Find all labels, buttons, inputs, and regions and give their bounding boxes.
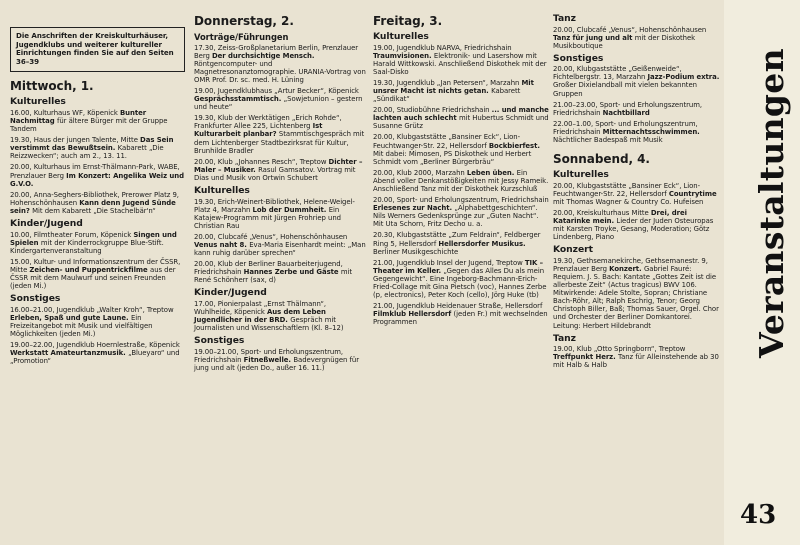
event-venue: 19.30, Gethsemanekirche, Gethsemanestr. 9, Prenzlauer Berg (553, 256, 708, 273)
event-title: Filmklub Hellersdorf (373, 310, 454, 319)
event-title: Bockbierfest. (488, 141, 540, 150)
event-entry (373, 133, 551, 165)
event-entry (373, 231, 551, 255)
event-venue: 19.00, Jugendklubhaus „Artur Becker“, Köpenick (194, 86, 359, 95)
event-description: „Blueyaro“ und „Promotion“ (10, 349, 180, 366)
event-entry (10, 231, 185, 255)
event-title: Werkstatt Amateurtanzmusik. (10, 349, 129, 358)
section-heading: Tanz (553, 13, 576, 24)
event-entry (194, 158, 366, 182)
event-description: Mit dem Kabarett „Die Stachelbär'n“ (32, 206, 156, 215)
section-heading: Kulturelles (373, 31, 429, 42)
event-title: Hellersdorfer Musikus. (438, 239, 526, 248)
event-entry (553, 345, 720, 369)
event-entry (194, 114, 366, 154)
event-description: Eva-Maria Eisenhardt meint: „Man kann ruhig darüber sprechen“ (194, 240, 366, 258)
event-entry (553, 26, 720, 50)
section-heading: Vorträge/Führungen (194, 32, 289, 42)
event-title: Zeichen- und Puppentrickfilme (29, 265, 151, 274)
event-title: Countrytime (668, 189, 717, 198)
event-title: Jazz-Podium extra. (647, 73, 720, 82)
event-description: Stammtischgespräch mit dem Lichtenberger Stadtbezirksrat für Kultur, Brunhilde Bradler (194, 130, 365, 155)
event-title: Konzert. (609, 264, 644, 273)
column-2 (194, 14, 366, 375)
event-venue: 21.00, Jugendklub Heidenauer Straße, Hellersdorf (373, 302, 543, 311)
event-description: „Gegen das Alles Du als mein Gegengewicht“. Eine Ingeborg-Bachmann-Erich-Fried-Collage mit Gina Pietsch (voc), Hannes Zerbe (p, electronics), Peter Koch (cello), Jörg Huke (tb) (373, 266, 547, 300)
event-entry (553, 65, 720, 97)
column-3 (373, 14, 551, 330)
event-entry (373, 44, 551, 76)
event-description: aus der ČSSR mit dem Maulwurf und seinen Freunden (jeden Mi.) (10, 265, 176, 291)
event-venue: 20.00, Klubgaststätte „Bansiner Eck“, Lion-Feuchtwanger-Str. 22, Hellersdorf (553, 181, 701, 198)
event-entry (10, 191, 185, 215)
event-description: (jeden Fr.) mit wechselnden Programmen (373, 310, 548, 327)
event-venue: 19.00, Klub „Otto Springborn“, Treptow (553, 345, 686, 354)
section-heading: Konzert (553, 244, 593, 256)
event-venue: 19.30, Jugendklub „Jan Petersen“, Marzahn (373, 78, 522, 87)
section-heading: Sonstiges (194, 335, 245, 347)
event-description: Ein Abend voller Denkanstößigkeiten mit Jessy Rameik. Anschließend Tanz mit der Diskothek Kurzschluß (373, 168, 549, 193)
event-venue: 19.00, Jugendklub NARVA, Friedrichshain (373, 43, 512, 52)
event-title: Leben üben. (466, 168, 517, 177)
section-heading: Kulturelles (553, 169, 609, 181)
event-title: Venus naht 8. (194, 240, 250, 249)
event-venue: 20.00, Klubgaststätte „Geißenweide“, Fichtelbergstr. 13, Marzahn (553, 65, 682, 82)
section-heading: Sonstiges (553, 52, 604, 64)
event-entry (10, 163, 185, 187)
column-1-content (10, 79, 185, 365)
event-entry (10, 258, 185, 290)
event-title: Traumvisionen. (373, 51, 434, 60)
event-title: Fitneßwelle. (243, 355, 294, 364)
event-venue: 19.00–21.00, Sport- und Erholungszentrum, Friedrichshain (194, 347, 343, 364)
side-title: Veranstaltungen (752, 48, 791, 358)
event-title: Singen und Spielen (10, 230, 177, 247)
event-description: Lieder der Juden Osteuropas mit Karsten Troyke, Gesang, Moderation; Götz Lindenberg, Piano (553, 217, 714, 242)
event-entry (553, 101, 720, 117)
event-description: Berliner Musikgeschichte (373, 247, 459, 256)
event-description: mit Thomas Wagner & Country Co. Hufeisen (553, 197, 704, 206)
section-heading: Kulturelles (194, 185, 250, 196)
event-title: Drei, drei Katarinke mein. (553, 208, 687, 225)
event-entry (10, 341, 185, 365)
event-description: Kabarett „Sündikat“ (373, 86, 521, 104)
event-title: Hannes Zerbe und Gäste (243, 268, 341, 277)
event-description: Gespräch mit Journalisten und Wissenschaftlern (Kl. 8–12) (194, 316, 344, 333)
column-4 (553, 14, 720, 372)
event-title: Gesprächsstammtisch. (194, 95, 284, 104)
event-description: mit der Diskothek Musikboutique (553, 33, 696, 50)
event-entry (373, 169, 551, 193)
event-title: Mit unsrer Macht ist nichts getan. (373, 78, 534, 95)
event-entry (194, 233, 366, 257)
event-title: Mitternachtsschwimmen. (602, 127, 700, 136)
event-description: „Alphabettgeschichten“. Nils Werners Gedenksprünge zur „Guten Nacht“. Mit Uta Schorn, Fritz Decho u. a. (373, 204, 539, 229)
event-description: für ältere Bürger mit der Gruppe Tandem (10, 116, 168, 134)
event-venue: 20.00, Klub 2000, Marzahn (373, 168, 467, 177)
event-venue: 20.00, Kreiskulturhaus Mitte (553, 208, 651, 217)
day-heading: Freitag, 3. (373, 14, 443, 28)
event-description: Elektronik- und Lasershow mit Harald Wittkowski. Anschließend Diskothek mit der Saal-Disko (373, 51, 547, 76)
event-entry (194, 260, 366, 284)
event-description: Kabarett „Die Reizzwecken“; auch am 2., 13. 11. (10, 144, 164, 161)
event-title: Ist Kulturarbeit planbar? (194, 122, 323, 139)
event-title: Erlesenes zur Nacht. (373, 204, 455, 213)
event-entry (194, 300, 366, 332)
event-entry (194, 87, 366, 111)
event-venue: 20.00, Anna-Seghers-Bibliothek, Prerower Platz 9, Hohenschönhausen (10, 190, 179, 207)
event-description: Ein Freizeitangebot mit Musik und vielfältigen Möglichkeiten (jeden Mi.) (10, 313, 153, 338)
event-venue: 20.00, Sport- und Erholungszentrum, Friedrichshain (373, 196, 549, 205)
info-box: Die Anschriften der Kreiskulturhäuser, Jugendklubs und weiterer kultureller Einrichtungen finden Sie auf den Seiten 36–39 (10, 27, 185, 72)
event-entry (194, 198, 366, 230)
event-venue: 19.30, Erich-Weinert-Bibliothek, Helene-Weigel-Platz 4, Marzahn (194, 197, 355, 214)
event-venue: 20.30, Klubgaststätte „Zum Feldrain“, Feldberger Ring 5, Hellersdorf (373, 231, 541, 248)
event-venue: 20.00, Clubcafé „Venus“, Hohenschönhausen (194, 232, 348, 241)
section-heading: Tanz (553, 332, 576, 344)
event-venue: 19.30, Klub der Werktätigen „Erich Rohde“, Frankfurter Allee 225, Lichtenberg (194, 114, 342, 131)
event-venue: 21.00, Jugendklub Insel der Jugend, Treptow (373, 258, 525, 267)
event-venue: 20.00, Klub „Johannes Resch“, Treptow (194, 157, 329, 166)
event-entry (553, 182, 720, 206)
day-heading: Donnerstag, 2. (194, 14, 294, 28)
event-title: Treffpunkt Herz. (553, 353, 619, 362)
event-description: mit Hubertus Schmidt und Susanne Grütz (373, 114, 549, 131)
event-entry (10, 109, 185, 133)
event-venue: 20.00, Clubcafé „Venus“, Hohenschönhausen (553, 25, 707, 34)
event-description: Mit dabei: Mimosen, PS Diskothek und Herbert Schmidt vom „Berliner Bürgerbräu“ (373, 149, 532, 166)
section-heading: Kinder/Jugend (10, 218, 83, 229)
event-title: Bunter Nachmittag (10, 108, 147, 125)
event-venue: 20.00, Kulturhaus im Ernst-Thälmann-Park, WABE, Prenzlauer Berg (10, 163, 180, 180)
event-description: Badevergnügen für jung und alt (jeden Do., außer 16. 11.) (194, 355, 359, 372)
event-venue: 19.30, Haus der jungen Talente, Mitte (10, 136, 141, 145)
event-venue: 20.00, Studiobühne Friedrichshain (373, 106, 492, 115)
event-entry (373, 196, 551, 228)
event-title: Tanz für jung und alt (553, 33, 635, 42)
section-heading: Kinder/Jugend (194, 287, 267, 299)
event-venue: 17.00, Pionierpalast „Ernst Thälmann“, Wuhlheide, Köpenick (194, 299, 327, 317)
event-venue: 15.00, Kultur- und Informationszentrum der ČSSR, Mitte (10, 257, 181, 274)
event-entry (373, 79, 551, 103)
event-entry (553, 209, 720, 241)
event-title: Nachtbillard (602, 108, 650, 117)
event-title: Kann denn Jugend Sünde sein? (10, 198, 176, 215)
event-entry (373, 259, 551, 299)
event-title: ... und manche lachten auch schlecht (373, 106, 549, 123)
event-entry (553, 120, 720, 144)
event-title: Lob der Dummheit. (252, 205, 329, 214)
day-heading: Mittwoch, 1. (10, 79, 94, 94)
event-title: Das Sein verstimmt das Bewußtsein. (10, 136, 174, 153)
event-description: Tanz für Alleinstehende ab 30 mit Halb & Halb (553, 353, 719, 370)
event-entry (373, 106, 551, 130)
event-title: Der durchsichtige Mensch. (212, 51, 315, 60)
event-entry (10, 306, 185, 338)
page-number: 43 (740, 500, 777, 530)
event-description: Gabriel Fauré: Requiem. J. S. Bach: Kantate „Gottes Zeit ist die allerbeste Zeit“ (Actus tragicus) BWV 106. Mitwirkende: Adele Stolte, Sopran; Christiane Bach-Röhr, Alt; Ralph Eschrig, Tenor; Georg Christoph Biller, Baß; Thomas Sauer, Orgel. Chor und Orchester der Berliner Domkantorei. Leitung: Herbert Hildebrandt (553, 264, 719, 330)
event-description: mit der Kinderrockgruppe Blue-Stift. Kindergartenveranstaltung (10, 238, 164, 255)
event-title: TIK – Theater im Keller. (373, 258, 544, 275)
event-description: mit René Schönherr (sax, d) (194, 268, 353, 285)
event-title: Dichter – Maler – Musiker. (194, 157, 363, 174)
event-entry (10, 136, 185, 160)
event-title: Im Konzert: Angelika Weiz und G.V.O. (10, 171, 184, 188)
section-heading: Sonstiges (10, 293, 61, 305)
event-venue: 10.00, Filmtheater Forum, Köpenick (10, 230, 134, 239)
event-venue: 22.00–1.00, Sport- und Erholungszentrum, Friedrichshain (553, 119, 698, 136)
event-description: Röntgencomputer- und Magnetresonanztomographie. URANIA-Vortrag von OMR Prof. Dr. sc. med. H. Lüning (194, 59, 366, 84)
section-heading: Kulturelles (10, 96, 66, 108)
event-venue: 20.00, Klubgaststätte „Bansiner Eck“, Lion-Feuchtwanger-Str. 22, Hellersdorf (373, 133, 521, 150)
event-venue: 16.00, Kulturhaus WF, Köpenick (10, 108, 120, 117)
event-description: Ein Katajew-Programm mit Jürgen Frohriep und Christian Rau (194, 205, 341, 230)
event-entry (553, 257, 720, 330)
event-venue: 16.00–21.00, Jugendklub „Walter Kroh“, Treptow (10, 305, 174, 314)
event-venue: 19.00–22.00, Jugendklub Hoernlestraße, Köpenick (10, 341, 180, 350)
event-description: „Sowjetunion – gestern und heute“ (194, 95, 363, 112)
event-description: Großer Dixielandball mit vielen bekannten Gruppen (553, 81, 697, 98)
event-description: Rasul Gamsatov. Vortrag mit Dias und Musik von Ortwin Schubert (194, 165, 356, 182)
event-venue: 21.00–23.00, Sport- und Erholungszentrum, Friedrichshain (553, 100, 702, 117)
day-heading: Sonnabend, 4. (553, 152, 650, 167)
column-1 (10, 14, 185, 368)
event-entry (194, 44, 366, 84)
event-venue: 17.30, Zeiss-Großplanetarium Berlin, Prenzlauer Berg (194, 43, 359, 60)
event-title: Aus dem Leben Jugendlicher in der BRD. (194, 308, 326, 325)
event-title: Erleben, Spaß und gute Laune. (10, 313, 131, 322)
event-entry (373, 302, 551, 326)
event-entry (194, 348, 366, 372)
event-venue: 20.00, Klub der Berliner Bauarbeiterjugend, Friedrichshain (194, 260, 343, 277)
event-description: Nächtlicher Badespaß mit Musik (553, 136, 663, 145)
